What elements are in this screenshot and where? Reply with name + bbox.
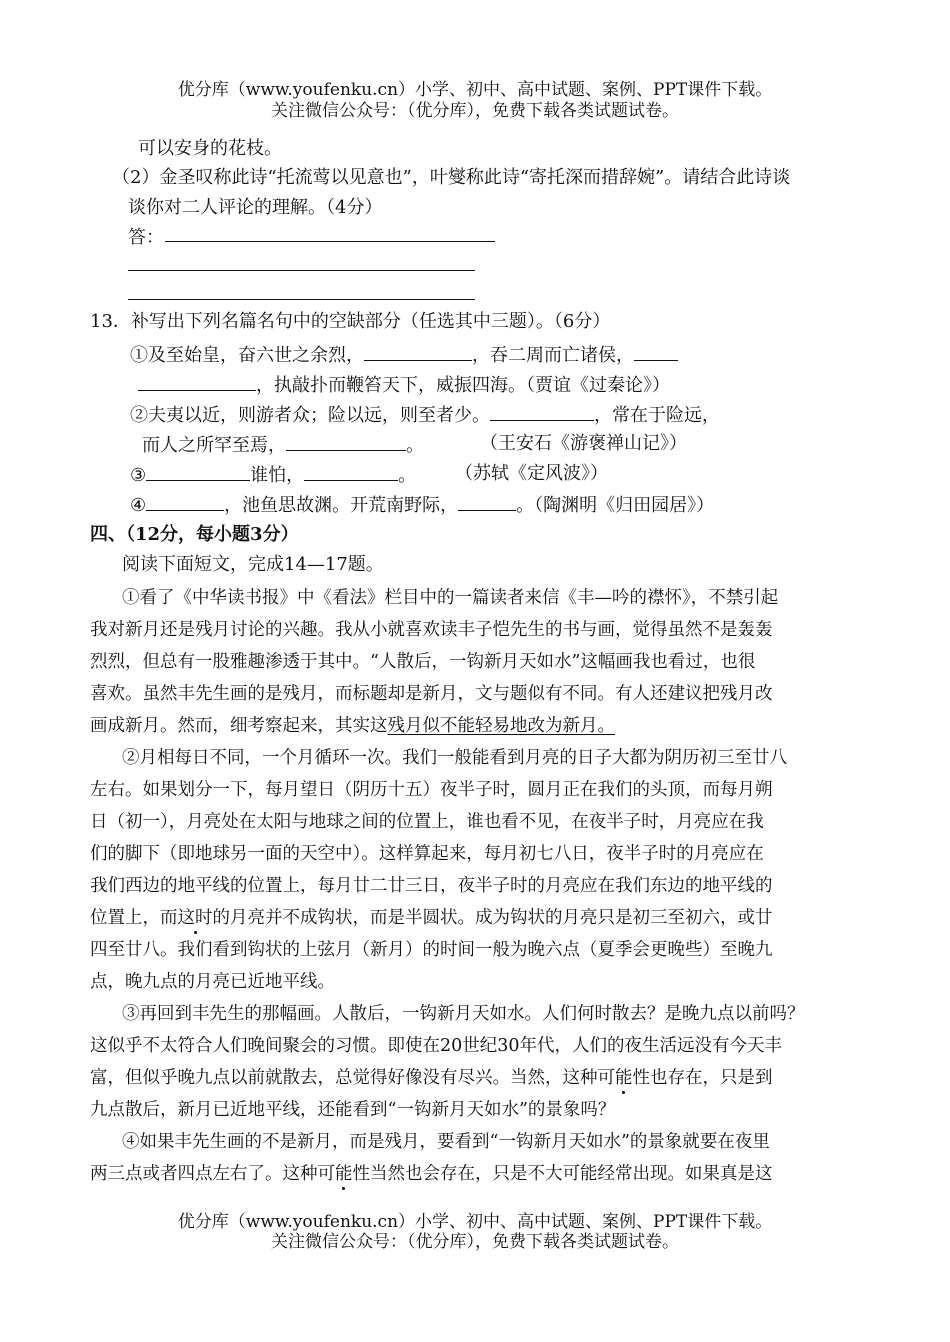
p3-line-3-text-a: 富，但似乎晚九点以前就散去，总觉得好像没有尽兴。当然，这种: [90, 1068, 598, 1088]
p3-line-4: 九点散后，新月已近地平线，还能看到“一钩新月天如水”的景象吗？: [90, 1100, 616, 1120]
p1-line-3: 烈烈，但总有一股雅趣渗透于其中。“人散后，一钩新月天如水”这幅画我也看过，也很: [90, 652, 756, 672]
p2-line-6: [90, 906, 773, 930]
q13-blank-5[interactable]: [286, 432, 406, 451]
p3-line-2: 这似乎不太符合人们晚间聚会的习惯。即使在20世纪30年代，人们的夜生活远没有今天丰: [90, 1036, 783, 1056]
q13-item3-text-c: 。: [398, 465, 417, 486]
footer-line-2: 关注微信公众号：（优分库），免费下载各类试题试卷。: [271, 1232, 679, 1252]
p3-line-3-text-b: 也存在，只是到: [650, 1068, 773, 1088]
p1-line-1: ①看了《中华读书报》中《看法》栏目中的一篇读者来信《丰—吟的襟怀》，不禁引起: [122, 588, 779, 608]
answer-line-2[interactable]: [128, 270, 475, 271]
p4-line-2-text-a: 两三点或者四点左右了。这种: [90, 1164, 318, 1184]
q13-item3-line: [130, 462, 416, 488]
q13-blank-4[interactable]: [490, 402, 594, 421]
p1-line-5-text: 画成新月。然而，细考察起来，其实这: [90, 716, 388, 736]
q13-item3-source: （苏轼《定风波》）: [455, 463, 608, 484]
p4-line-1: ④如果丰先生画的不是新月，而是残月，要看到“一钩新月天如水”的景象就要在夜里: [122, 1132, 770, 1152]
header-line-1: 优分库（www.youfenku.cn）小学、初中、高中试题、案例、PPT课件下载。: [177, 80, 773, 100]
p2-line-6-text-b: 的月亮并不成钩状，而是半圆状。成为钩状的月亮只是初三至初六，或廿: [212, 908, 773, 928]
q13-item2-text-a: ②夫夷以近，则游者众；险以远，则至者少。: [130, 405, 490, 426]
answer-line-3[interactable]: [128, 299, 475, 300]
p4-emphasis-dotted: 可能性: [317, 1164, 370, 1184]
p2-line-1: ②月相每日不同，一个月循环一次。我们一般能看到月亮的日子大都为阴历初三至廿八: [122, 748, 787, 768]
p2-line-5: 我们西边的地平线的位置上，每月廿二廿三日，夜半子时的月亮应在我们东边的地平线的: [90, 876, 773, 896]
q13-blank-9[interactable]: [458, 492, 516, 511]
p3-emphasis-dotted: 可能性: [597, 1068, 650, 1088]
q13-blank-7[interactable]: [304, 462, 398, 481]
q12-sub2-line1: （2）金圣叹称此诗“托流莺以见意也”，叶燮称此诗“寄托深而措辞婉”。请结合此诗谈: [112, 167, 791, 188]
footer-line-1: 优分库（www.youfenku.cn）小学、初中、高中试题、案例、PPT课件下载。: [177, 1212, 773, 1232]
p4-line-2: [90, 1162, 773, 1186]
p2-line-3: 日（初一），月亮处在太阳与地球之间的位置上，谁也看不见，在夜半子时，月亮应在我: [90, 812, 764, 832]
q13-item2-source: （王安石《游褒禅山记》）: [480, 433, 687, 454]
q13-item2-text-b: ，常在于险远，: [594, 405, 720, 426]
p2-line-4: 们的脚下（即地球另一面的天空中）。这样算起来，每月初七八日，夜半子时的月亮应在: [90, 844, 764, 864]
q13-item1-text-b: ，吞二周而亡诸侯，: [472, 345, 634, 366]
q13-item1-line1: [130, 342, 678, 368]
q12-sub2-line2: 谈你对二人评论的理解。（4分）: [128, 197, 383, 218]
p1-line-5: [90, 714, 615, 738]
section4-intro: 阅读下面短文，完成14—17题。: [122, 554, 384, 575]
q13-item4-text-c: 。（陶渊明《归田园居》）: [516, 495, 715, 516]
q13-item1-text-c: ，执敲扑而鞭笞天下，威振四海。（贾谊《过秦论》）: [256, 375, 670, 396]
p2-line-2: 左右。如果划分一下，每月望日（阴历十五）夜半子时，圆月正在我们的头顶，而每月朔: [90, 780, 773, 800]
p1-underlined-sentence: 残月似不能轻易地改为新月。: [387, 716, 615, 736]
q13-title: 13．补写出下列名篇名句中的空缺部分（任选其中三题）。（6分）: [90, 311, 611, 332]
q13-item4-text-a: ④: [130, 495, 147, 516]
header-line-2: 关注微信公众号：（优分库），免费下载各类试题试卷。: [271, 101, 679, 121]
q13-item2-line1: [130, 402, 720, 428]
q13-item2-text-c: 而人之所罕至焉，: [142, 435, 286, 456]
q13-item3-text-a: ③: [130, 465, 147, 486]
q13-item4-line: [130, 492, 714, 518]
q13-item1-line2: [138, 372, 670, 398]
section4-title: 四、（12分，每小题3分）: [90, 524, 299, 545]
answer-line-1[interactable]: [165, 241, 495, 242]
p3-line-1: ③再回到丰先生的那幅画。人散后，一钩新月天如水。人们何时散去？是晚九点以前吗？: [122, 1004, 805, 1024]
q13-item3-text-b: 谁怕，: [250, 465, 305, 486]
q12-answer-label: 答：: [128, 227, 164, 248]
q13-item2-line2: [142, 432, 424, 458]
p1-line-4: 喜欢。虽然丰先生画的是残月，而标题却是新月，文与题似有不同。有人还建议把残月改: [90, 684, 773, 704]
q13-blank-3[interactable]: [138, 372, 256, 391]
q13-blank-1[interactable]: [364, 342, 472, 361]
p3-line-3: [90, 1066, 773, 1090]
q13-blank-8[interactable]: [146, 492, 224, 511]
q13-item1-text-a: ①及至始皇，奋六世之余烈，: [130, 345, 364, 366]
p4-line-2-text-b: 当然也会存在，只是不大可能经常出现。如果真是这: [370, 1164, 773, 1184]
p2-emphasis-dotted: 这时: [177, 908, 213, 928]
p2-line-7: 四至廿八。我们看到钩状的上弦月（新月）的时间一般为晚六点（夏季会更晚些）至晚九: [90, 940, 773, 960]
q13-item4-text-b: ，池鱼思故渊。开荒南野际，: [224, 495, 459, 516]
p2-line-8: 点，晚九点的月亮已近地平线。: [90, 972, 335, 992]
p2-line-6-text-a: 位置上，而: [90, 908, 178, 928]
p1-line-2: 我对新月还是残月讨论的兴趣。我从小就喜欢读丰子恺先生的书与画，觉得虽然不是轰轰: [90, 620, 773, 640]
q13-item2-text-d: 。: [406, 435, 424, 456]
q13-blank-2[interactable]: [634, 342, 678, 361]
q13-blank-6[interactable]: [146, 462, 250, 481]
q12-carry-line: 可以安身的花枝。: [138, 138, 282, 159]
